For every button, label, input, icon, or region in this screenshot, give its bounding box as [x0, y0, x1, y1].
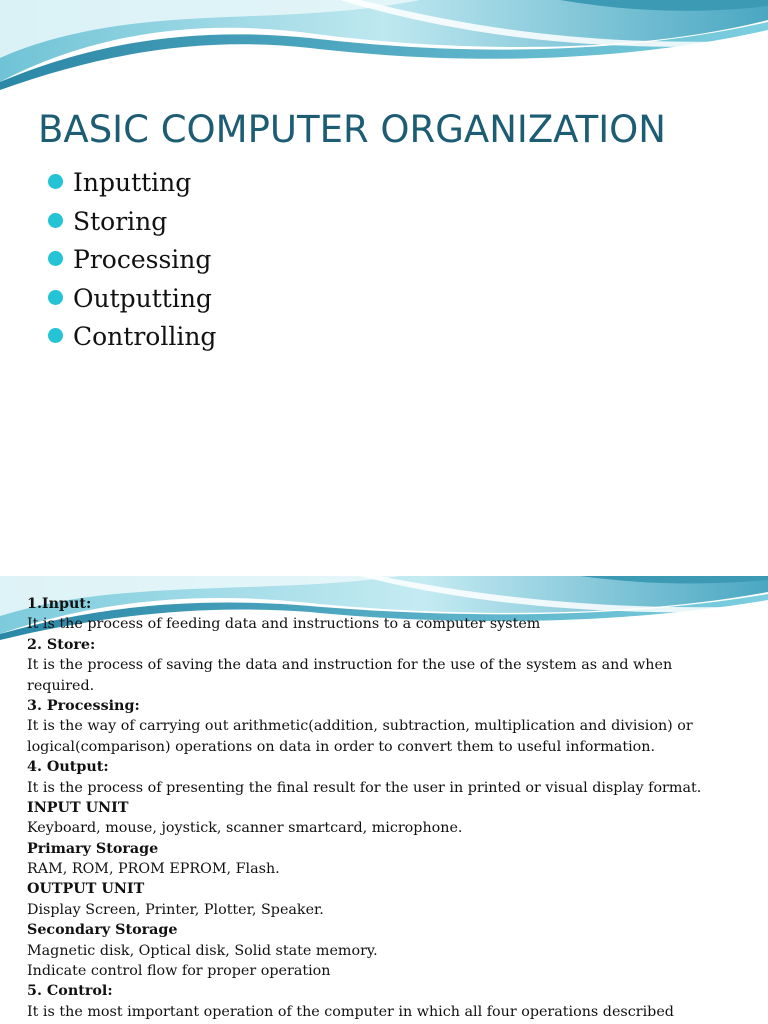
section-heading: 3. Processing:: [27, 697, 140, 714]
bullet-dot-icon: [48, 290, 63, 305]
body-line: It is the process of feeding data and instructions to a computer system: [27, 616, 541, 633]
bullet-dot-icon: [48, 174, 63, 189]
bullet-label: Processing: [73, 245, 212, 274]
content-text: [27, 594, 757, 1022]
body-line: It is the process of saving the data and instruction for the use of the system as and when: [27, 657, 673, 674]
section-heading: 1.Input:: [27, 596, 92, 612]
body-line: logical(comparison) operations on data in order to convert them to useful information.: [27, 738, 656, 755]
section-heading: 4. Output:: [27, 759, 109, 776]
header-swoosh-graphic: [0, 0, 768, 95]
section-heading: 2. Store:: [27, 636, 96, 653]
body-line: Magnetic disk, Optical disk, Solid state memory.: [27, 942, 378, 959]
bullet-dot-icon: [48, 213, 63, 228]
bullet-label: Outputting: [73, 283, 212, 313]
body-line: It is the way of carrying out arithmetic(addition, subtraction, multiplication and division) or: [27, 718, 693, 735]
bullet-dot-icon: [48, 328, 63, 343]
section-heading: 5. Control:: [27, 983, 113, 1000]
bullet-label: Inputting: [73, 168, 192, 197]
body-line: Display Screen, Printer, Plotter, Speaker.: [27, 901, 324, 918]
section-heading: INPUT UNIT: [27, 799, 129, 816]
slide-2: [0, 576, 768, 1024]
body-line: required.: [27, 677, 95, 694]
bullet-label: Storing: [73, 206, 168, 236]
section-heading: Secondary Storage: [27, 922, 178, 939]
body-line: RAM, ROM, PROM EPROM, Flash.: [27, 861, 280, 878]
bullet-label: Controlling: [73, 322, 217, 351]
section-heading: Primary Storage: [27, 840, 159, 857]
body-line: It is the process of presenting the final result for the user in printed or visual display format.: [27, 779, 702, 796]
body-line: Indicate control flow for proper operation: [27, 963, 331, 980]
bullet-dot-icon: [48, 251, 63, 266]
slide-title: BASIC COMPUTER ORGANIZATION: [38, 108, 666, 151]
body-line: It is the most important operation of the computer in which all four operations described: [27, 1003, 674, 1020]
body-line: Keyboard, mouse, joystick, scanner smartcard, microphone.: [27, 820, 463, 837]
section-heading: OUTPUT UNIT: [27, 881, 145, 898]
